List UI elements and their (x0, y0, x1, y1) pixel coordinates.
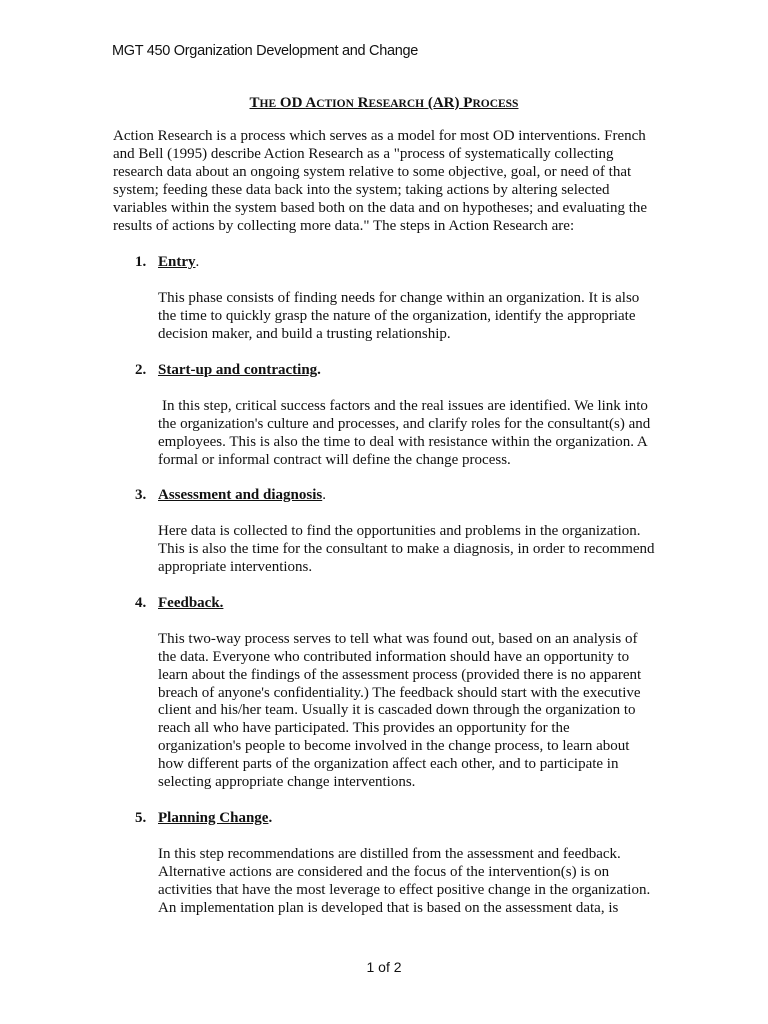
step-startup-contracting (135, 362, 655, 469)
running-header: MGT 450 Organization Development and Change (112, 43, 419, 59)
step-entry (135, 254, 655, 344)
step-body: In this step recommendations are distilled from the assessment and feedback. Alternative actions are considered and the focus of the intervention(s) is on activities that have the most leverage to effect positive change in the organization. An implementation plan is developed that is based on the assessment data, is (158, 845, 651, 916)
step-heading: 4. Feedback. (135, 595, 224, 611)
step-assessment-diagnosis (135, 487, 655, 577)
step-feedback (135, 595, 655, 792)
step-body: In this step, critical success factors and the real issues are identified. We link into the organization's culture and processes, and clarify roles for the consultant(s) and employees. This is also the time to deal with resistance within the organization. A formal or informal contract will define the change process. (158, 397, 651, 468)
step-body: This phase consists of finding needs for change within an organization. It is also the time to quickly grasp the nature of the organization, identify the appropriate decision maker, and build a trusting relationship. (158, 289, 640, 342)
step-heading: 3. Assessment and diagnosis. (135, 487, 326, 503)
step-heading: 1. Entry. (135, 254, 200, 270)
step-heading: 5. Planning Change. (135, 810, 273, 826)
page-number: 1 of 2 (366, 959, 402, 975)
step-heading: 2. Start-up and contracting. (135, 362, 321, 378)
step-body: Here data is collected to find the opportunities and problems in the organization. This is also the time for the consultant to make a diagnosis, in order to recommend appropriate interventions. (158, 522, 655, 575)
intro-paragraph: Action Research is a process which serves as a model for most OD interventions. French and Bell (1995) describe Action Research as a "process of systematically collecting research data about an ongoing system relative to some objective, goal, or need of that system; feeding these data back into the system; taking actions by altering selected variables within the system based both on the data and on hypotheses; and evaluating the results of actions by collecting more data." The steps in Action Research are: (113, 128, 648, 234)
step-planning-change (135, 810, 655, 917)
document-title: THE OD ACTION RESEARCH (AR) PROCESS (249, 95, 519, 111)
step-body: This two-way process serves to tell what was found out, based on an analysis of the data. Everyone who contributed information should have an opportunity to learn about the findings of the assessment process (provided there is no apparent breach of anyone's confidentiality.) The feedback should start with the executive client and his/her team. Usually it is cascaded down through the organization to reach all who have participated. This provides an opportunity for the organization's people to become involved in the change process, to learn about how different parts of the organization affect each other, and to participate in selecting appropriate change interventions. (158, 630, 642, 791)
